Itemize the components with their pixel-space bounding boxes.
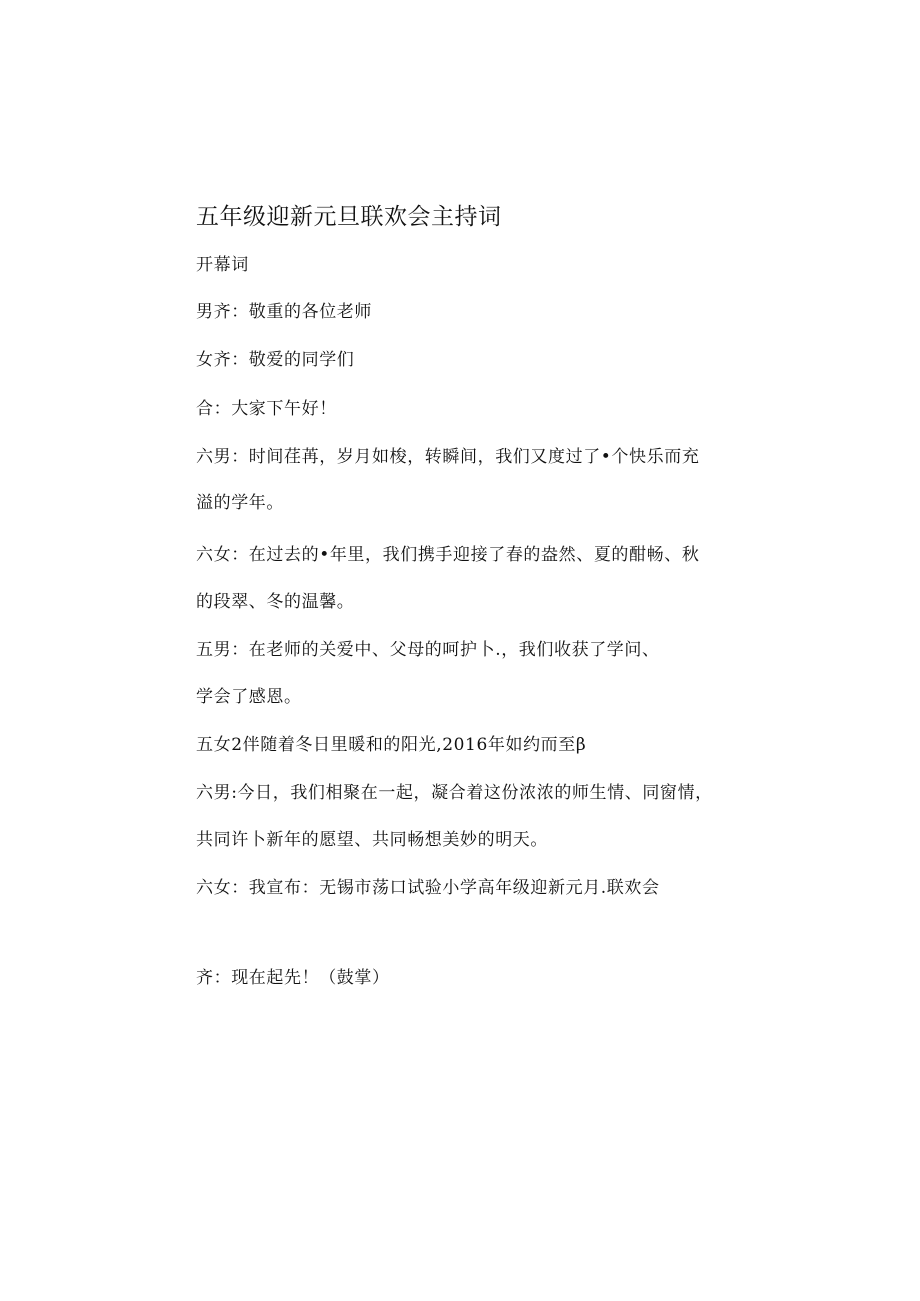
script-line: 五男：在老师的关爱中、父母的呵护卜.，我们收获了学问、 bbox=[196, 640, 660, 660]
document-title: 五年级迎新元旦联欢会主持词 bbox=[196, 204, 502, 230]
script-line: 女齐：敬爱的同学们 bbox=[196, 350, 355, 370]
script-line-continued: 共同许卜新年的愿望、共同畅想美妙的明天。 bbox=[196, 830, 548, 850]
script-line-continued: 学会了感恩。 bbox=[196, 687, 302, 707]
script-line: 六女：在过去的•年里，我们携手迎接了春的盎然、夏的酣畅、秋 bbox=[196, 545, 700, 565]
script-line: 五女2伴随着冬日里暖和的阳光,2016年如约而至β bbox=[196, 735, 587, 755]
section-heading-opening: 开幕词 bbox=[196, 255, 249, 275]
script-line: 六男：时间荏苒，岁月如梭，转瞬间，我们又度过了•个快乐而充 bbox=[196, 447, 700, 467]
script-line: 男齐：敬重的各位老师 bbox=[196, 302, 372, 322]
script-line-continued: 溢的学年。 bbox=[196, 493, 284, 513]
script-line: 六女：我宣布：无锡市荡口试验小学高年级迎新元月.联欢会 bbox=[196, 878, 660, 898]
script-line-continued: 的段翠、冬的温馨。 bbox=[196, 592, 355, 612]
script-line: 六男:今日，我们相聚在一起，凝合着这份浓浓的师生情、同窗情， bbox=[196, 783, 713, 803]
script-line: 合：大家下午好！ bbox=[196, 399, 337, 419]
script-line: 齐：现在起先！（鼓掌） bbox=[196, 968, 390, 988]
